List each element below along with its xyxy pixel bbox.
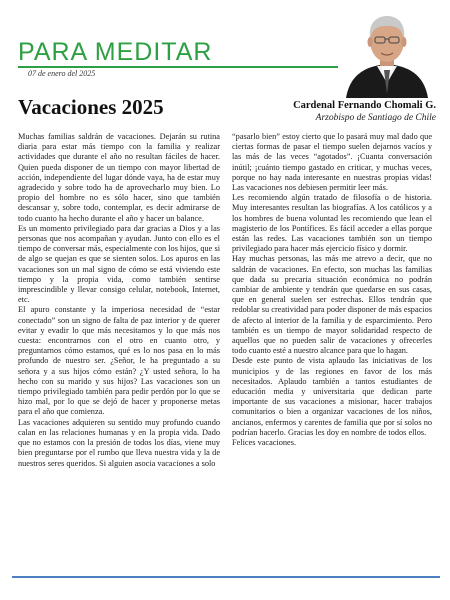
author-role: Arzobispo de Santiago de Chile — [315, 113, 436, 123]
publication-date: 07 de enero del 2025 — [28, 69, 96, 78]
paragraph: Desde este punto de vista aplaudo las iniciativas de los municipios y de las regiones en favor de los más necesitados. Aplaudo también a tantos estudiantes de educación media y universitaria que dedican parte importante de sus vacaciones a misionar, hacer trabajos comunitarios o bien a organizar vacaciones de los niños, ancianos, enfermos y carentes de familia que por sí solos no podrían hacerlo. Gracias les doy en nombre de todos ellos. — [232, 356, 432, 437]
portrait-illustration — [344, 8, 430, 98]
paragraph: Muchas familias saldrán de vacaciones. Dejarán su rutina diaria para estar más tiempo con la familia y realizar actividades que durante el año no resultan fáciles de hacer. Quien pueda disponer de un tiempo con mayor libertad de acción, independiente del lugar dónde vaya, ha de estar muy agradecido y sobre todo ha de aprovecharlo muy bien. Lo propio del hombre no es sólo hacer, sino que también descansar y, sobre todo, contemplar, es decir admirarse de todo cuanto ha hecho durante el año y hacer un balance. — [18, 132, 220, 223]
article-left-column — [18, 132, 220, 469]
masthead-rule — [18, 66, 338, 68]
article-right-column — [232, 132, 432, 448]
paragraph: Les recomiendo algún tratado de filosofía o de historia. Muy interesantes resultan las biografías. A los católicos y a los hombres de buena voluntad les recomiendo que lean el magisterio de los Pontífices. Es fácil acceder a ellas porque están las redes. Las vacaciones también son un tiempo privilegiado para hacer más ejercicio físico y dormir. — [232, 193, 432, 254]
paragraph: Las vacaciones adquieren su sentido muy profundo cuando calan en las relaciones humanas y en la propia vida. Dado que no estamos con la presión de todos los días, viene muy bien preguntarse por el rumbo que lleva nuestra vida y la de nuestros seres queridos. Si alguien asocia vacaciones a solo — [18, 417, 220, 468]
author-name: Cardenal Fernando Chomali G. — [293, 100, 436, 111]
masthead — [18, 38, 338, 78]
paragraph: “pasarlo bien” estoy cierto que lo pasará muy mal dado que ciertas formas de pasar el tiempo suelen dejarnos vacíos y las más de las veces “agotados”. ¡Cuanta conversación inútil; ¡cuánto tiempo gastado en criticar, y muchas veces, porque no hay nada interesante en nuestras propias vidas! Las vacaciones nos debiesen permitir leer más. — [232, 132, 432, 193]
paragraph: El apuro constante y la imperiosa necesidad de “estar conectado” son un signo de falta de paz interior y de querer evitar y evadir lo que más necesitamos y lo que más nos cuesta: encontrarnos con el otro en cuanto otro, y preguntarnos cómo estamos, qué es lo nos pasa en lo más profundo de nuestro ser. ¿Señor, le ha preguntado a su señora y a sus hijos cómo están? ¿Y usted señora, lo ha hecho con su marido y sus hijos? Las vacaciones son un tiempo privilegiado también para pedir perdón por lo que se hizo mal, por lo que se dejó de hacer y proponerse metas para el año que comienza. — [18, 305, 220, 417]
paragraph: Es un momento privilegiado para dar gracias a Dios y a las personas que nos acompañan y ayudan. Junto con ello es el tiempo de conversar más, especialmente con los hijos, que si de algo se quejan es que se sienten solos. Los apuros en las vacaciones son un mal signo de cómo se está viviendo este tiempo y la propia vida, como también sentirse imprescindible y llevar consigo celular, notebook, Internet, etc. — [18, 223, 220, 305]
paragraph: Hay muchas personas, las más me atrevo a decir, que no saldrán de vacaciones. En efecto, son muchas las familias que dada su precaria situación económica no podrán cambiar de ambiente y tendrán que quedarse en sus casas, que en general suelen ser estrechas. Ellos tendrán que redoblar su creatividad para poder disponer de más espacios de afecto al interior de la familia y de esparcimiento. Pero también es un tiempo de mayor solidaridad respecto de aquellos que no pueden salir de vacaciones y ofrecerles todo cuanto esté a nuestro alcance para que lo hagan. — [232, 254, 432, 356]
masthead-title: PARA MEDITAR — [18, 38, 213, 66]
footer-rule — [12, 576, 440, 578]
article-title: Vacaciones 2025 — [18, 95, 164, 119]
closing-line: Felices vacaciones. — [232, 438, 297, 448]
author-portrait-photo — [344, 8, 430, 98]
